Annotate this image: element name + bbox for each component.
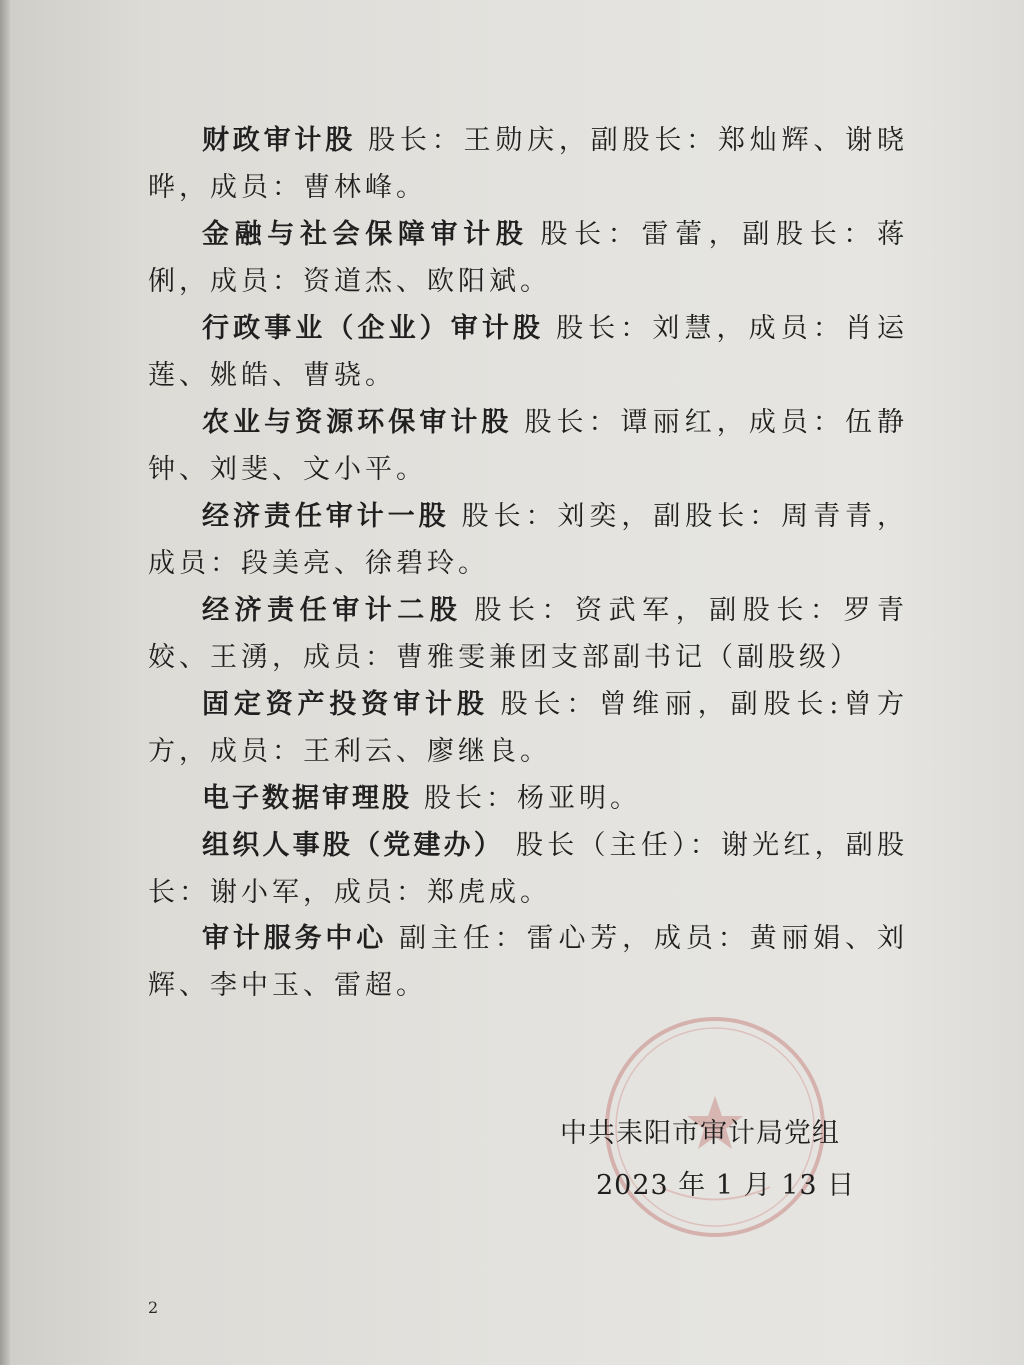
paragraph-agriculture-resources-audit <box>148 400 908 494</box>
department-name: 财政审计股 <box>202 125 357 156</box>
department-members: 股长：王勋庆，副股长：郑灿辉、谢晓晔，成员：曹林峰。 <box>148 125 909 203</box>
paragraph-economic-responsibility-audit-2 <box>148 588 908 682</box>
department-name: 行政事业（企业）审计股 <box>202 312 545 344</box>
department-members: 股长：雷蕾，副股长：蒋俐，成员：资道杰、欧阳斌。 <box>148 218 908 297</box>
signing-date: 2023 年 1 月 13 日 <box>596 1170 856 1201</box>
department-members: 股长：刘奕，副股长：周青青，成员：段美亮、徐碧玲。 <box>148 500 909 579</box>
department-members: 股长：杨亚明。 <box>424 782 641 814</box>
page-number: 2 <box>148 1298 159 1317</box>
paragraph-finance-audit <box>148 118 908 212</box>
paragraph-administrative-audit <box>148 306 908 400</box>
paragraph-organization-personnel <box>148 823 908 917</box>
document-body <box>148 118 908 1010</box>
department-name: 金融与社会保障审计股 <box>202 218 529 250</box>
department-members: 股长：曾维丽，副股长:曾方方，成员：王利云、廖继良。 <box>148 688 908 767</box>
department-members: 股长（主任）：谢光红，副股长：谢小军，成员：郑虎成。 <box>148 829 909 908</box>
department-name: 电子数据审理股 <box>202 782 412 814</box>
paragraph-financial-social-security-audit <box>148 212 908 306</box>
department-name: 经济责任审计二股 <box>202 594 463 626</box>
paragraph-economic-responsibility-audit-1 <box>148 494 908 588</box>
signature-block <box>560 1108 880 1212</box>
department-members: 股长：谭丽红，成员：伍静钟、刘斐、文小平。 <box>148 406 909 485</box>
department-name: 固定资产投资审计股 <box>202 688 489 720</box>
paragraph-audit-service-center <box>148 916 908 1010</box>
department-members: 股长：刘慧，成员：肖运莲、姚皓、曹骁。 <box>148 312 909 391</box>
department-name: 经济责任审计一股 <box>202 500 450 532</box>
department-name: 审计服务中心 <box>202 923 388 955</box>
page-shadow-edge <box>0 0 10 1365</box>
department-members: 股长：资武军，副股长：罗青姣、王湧，成员：曹雅雯兼团支部副书记（副股级） <box>148 594 909 673</box>
signing-organization: 中共耒阳市审计局党组 <box>560 1118 840 1149</box>
paragraph-fixed-asset-investment-audit <box>148 682 908 776</box>
paragraph-electronic-data-review <box>148 776 908 823</box>
department-members: 副主任：雷心芳，成员：黄丽娟、刘辉、李中玉、雷超。 <box>148 923 909 1002</box>
department-name: 农业与资源环保审计股 <box>202 406 513 438</box>
department-name: 组织人事股（党建办） <box>202 829 505 861</box>
